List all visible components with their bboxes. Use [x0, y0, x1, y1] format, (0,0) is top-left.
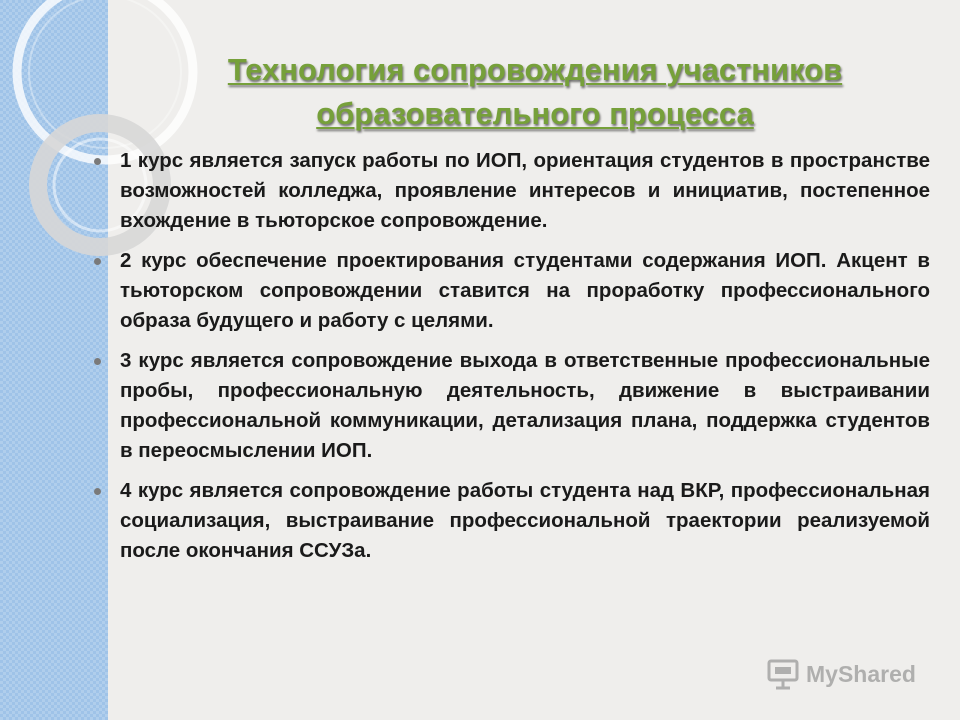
bullet-text: 1 курс является запуск работы по ИОП, ориентация студентов в пространстве возможностей колледжа, проявление интересов и инициатив, постепенное вхождение в тьюторское сопровождение.	[120, 149, 930, 232]
bullet-text: 4 курс является сопровождение работы студента над ВКР, профессиональная социализация, выстраивание профессиональной траектории реализуемой после окончания ССУЗа.	[120, 479, 930, 562]
watermark-text: MyShared	[806, 660, 916, 687]
list-item	[92, 476, 930, 566]
slide-title	[140, 48, 930, 136]
list-item	[92, 146, 930, 236]
list-item	[92, 246, 930, 336]
bullet-dot-icon	[94, 488, 101, 495]
list-item	[92, 346, 930, 466]
title-line-1: Технология сопровождения участников	[227, 52, 843, 87]
bullet-text: 2 курс обеспечение проектирования студентами содержания ИОП. Акцент в тьюторском сопровождении ставится на проработку профессионального образа будущего и работу с целями.	[120, 249, 930, 332]
bullet-dot-icon	[94, 358, 101, 365]
bullet-dot-icon	[94, 258, 101, 265]
title-line-2: образовательного процесса	[316, 96, 754, 131]
bullet-list	[92, 146, 930, 576]
watermark	[766, 658, 916, 690]
bullet-text: 3 курс является сопровождение выхода в ответственные профессиональные пробы, профессиональную деятельность, движение в выстраивании профессиональной коммуникации, детализация плана, поддержка студентов в переосмыслении ИОП.	[120, 349, 930, 462]
bullet-dot-icon	[94, 158, 101, 165]
presentation-board-icon	[766, 658, 800, 690]
